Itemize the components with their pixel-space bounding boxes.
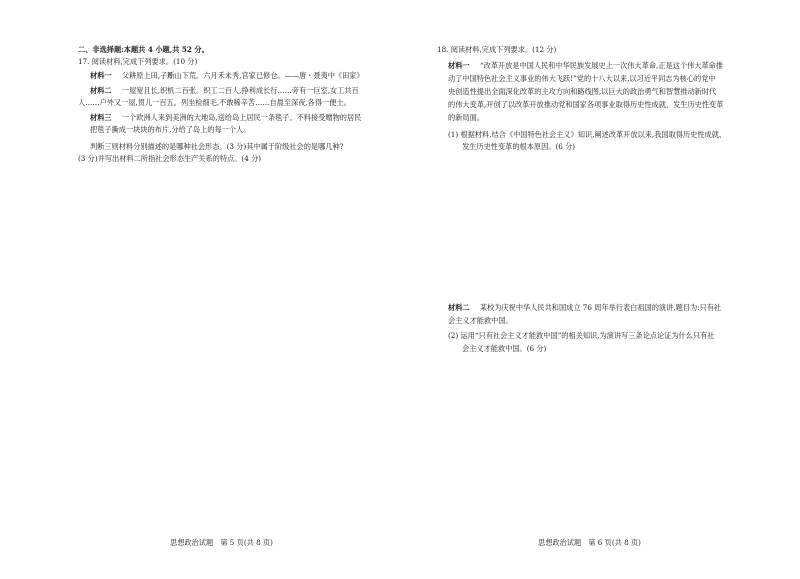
material-text: 某校为庆祝中华人民共和国成立 76 周年举行表白祖国的演讲,题目为:只有社 xyxy=(479,303,722,312)
q18-question-1-cont: 发生历史性变革的根本原因。(6 分) xyxy=(462,142,576,151)
q18-question-2: (2) 运用“只有社会主义才能救中国”的相关知识,为演讲写三条论点论证为什么只有社 xyxy=(448,331,715,340)
material-label: 材料二 xyxy=(448,303,470,312)
q17-material-2 xyxy=(90,86,359,96)
material-text: 一个欧洲人来到美洲的大地岛,送给岛上居民一条毯子。不料接受赠物的居民 xyxy=(121,113,362,122)
material-label: 材料一 xyxy=(90,71,112,80)
q17-material-1 xyxy=(90,71,364,81)
page-footer: 思想政治试题 第 5 页(共 8 页) xyxy=(170,538,273,547)
q17-requirement-cont: (3 分)并写出材料二所指社会形态生产关系的特点。(4 分) xyxy=(78,154,262,163)
material-text: “改革开放是中国人民和中华民族发展史上一次伟大革命,正是这个伟大革命推 xyxy=(479,61,724,70)
q17-material-2-cont: 人……户外又一屋,贯儿一百五。列坐检细毛,不敢稀辛苦……自晨至深夜,各得一便士。 xyxy=(78,98,351,107)
q18-material-1-line: 的伟大变革,开创了以改革开放推动党和国家各项事业取得历史性成就、发生历史性变革 xyxy=(448,100,724,109)
material-label: 材料一 xyxy=(448,61,470,70)
q18-question-1: (1) 根据材料,结合《中国特色社会主义》知识,阐述改革开放以来,我国取得历史性成就、 xyxy=(448,130,727,139)
material-label: 材料三 xyxy=(90,113,112,122)
section-title: 二、非选择题:本题共 4 小题,共 52 分。 xyxy=(78,45,209,54)
q18-question-2-cont: 会主义才能救中国。(6 分) xyxy=(462,344,547,353)
q17-stem: 17. 阅读材料,完成下列要求。(10 分) xyxy=(78,57,198,66)
q18-material-1 xyxy=(448,61,723,71)
q18-stem: 18. 阅读材料,完成下列要求。(12 分) xyxy=(437,45,557,54)
q17-requirement: 判断三则材料分别描述的是哪种社会形态。(3 分)其中属于阶级社会的是哪几种? xyxy=(90,142,344,151)
q18-material-2-cont: 会主义才能救中国。 xyxy=(448,316,513,325)
material-label: 材料二 xyxy=(90,86,112,95)
material-text: 一屋宽且长,织机二百张。织工二百人,挣利成长行……旁有一巨室,女工共百 xyxy=(121,86,359,95)
q17-material-3-cont: 把毯子撕成一块块的布片,分给了岛上的每一个人。 xyxy=(90,125,251,134)
material-text: 父耕原上田,子斸山下荒。六月禾未秀,官家已修仓。——唐・聂夷中《田家》 xyxy=(121,71,364,80)
q18-material-1-line: 动了中国特色社会主义事业的伟大飞跃!”党的十八大以来,以习近平同志为核心的党中 xyxy=(448,74,716,83)
q18-material-1-line: 央创造性提出全面深化改革的主攻方向和路线图,以巨大的政治勇气和智慧推动新时代 xyxy=(448,87,717,96)
page-footer: 思想政治试题 第 6 页(共 8 页) xyxy=(538,538,641,547)
page-6 xyxy=(400,0,800,579)
q18-material-1-line: 的新局面。 xyxy=(448,113,484,122)
q17-material-3 xyxy=(90,113,361,123)
q18-material-2 xyxy=(448,303,721,313)
